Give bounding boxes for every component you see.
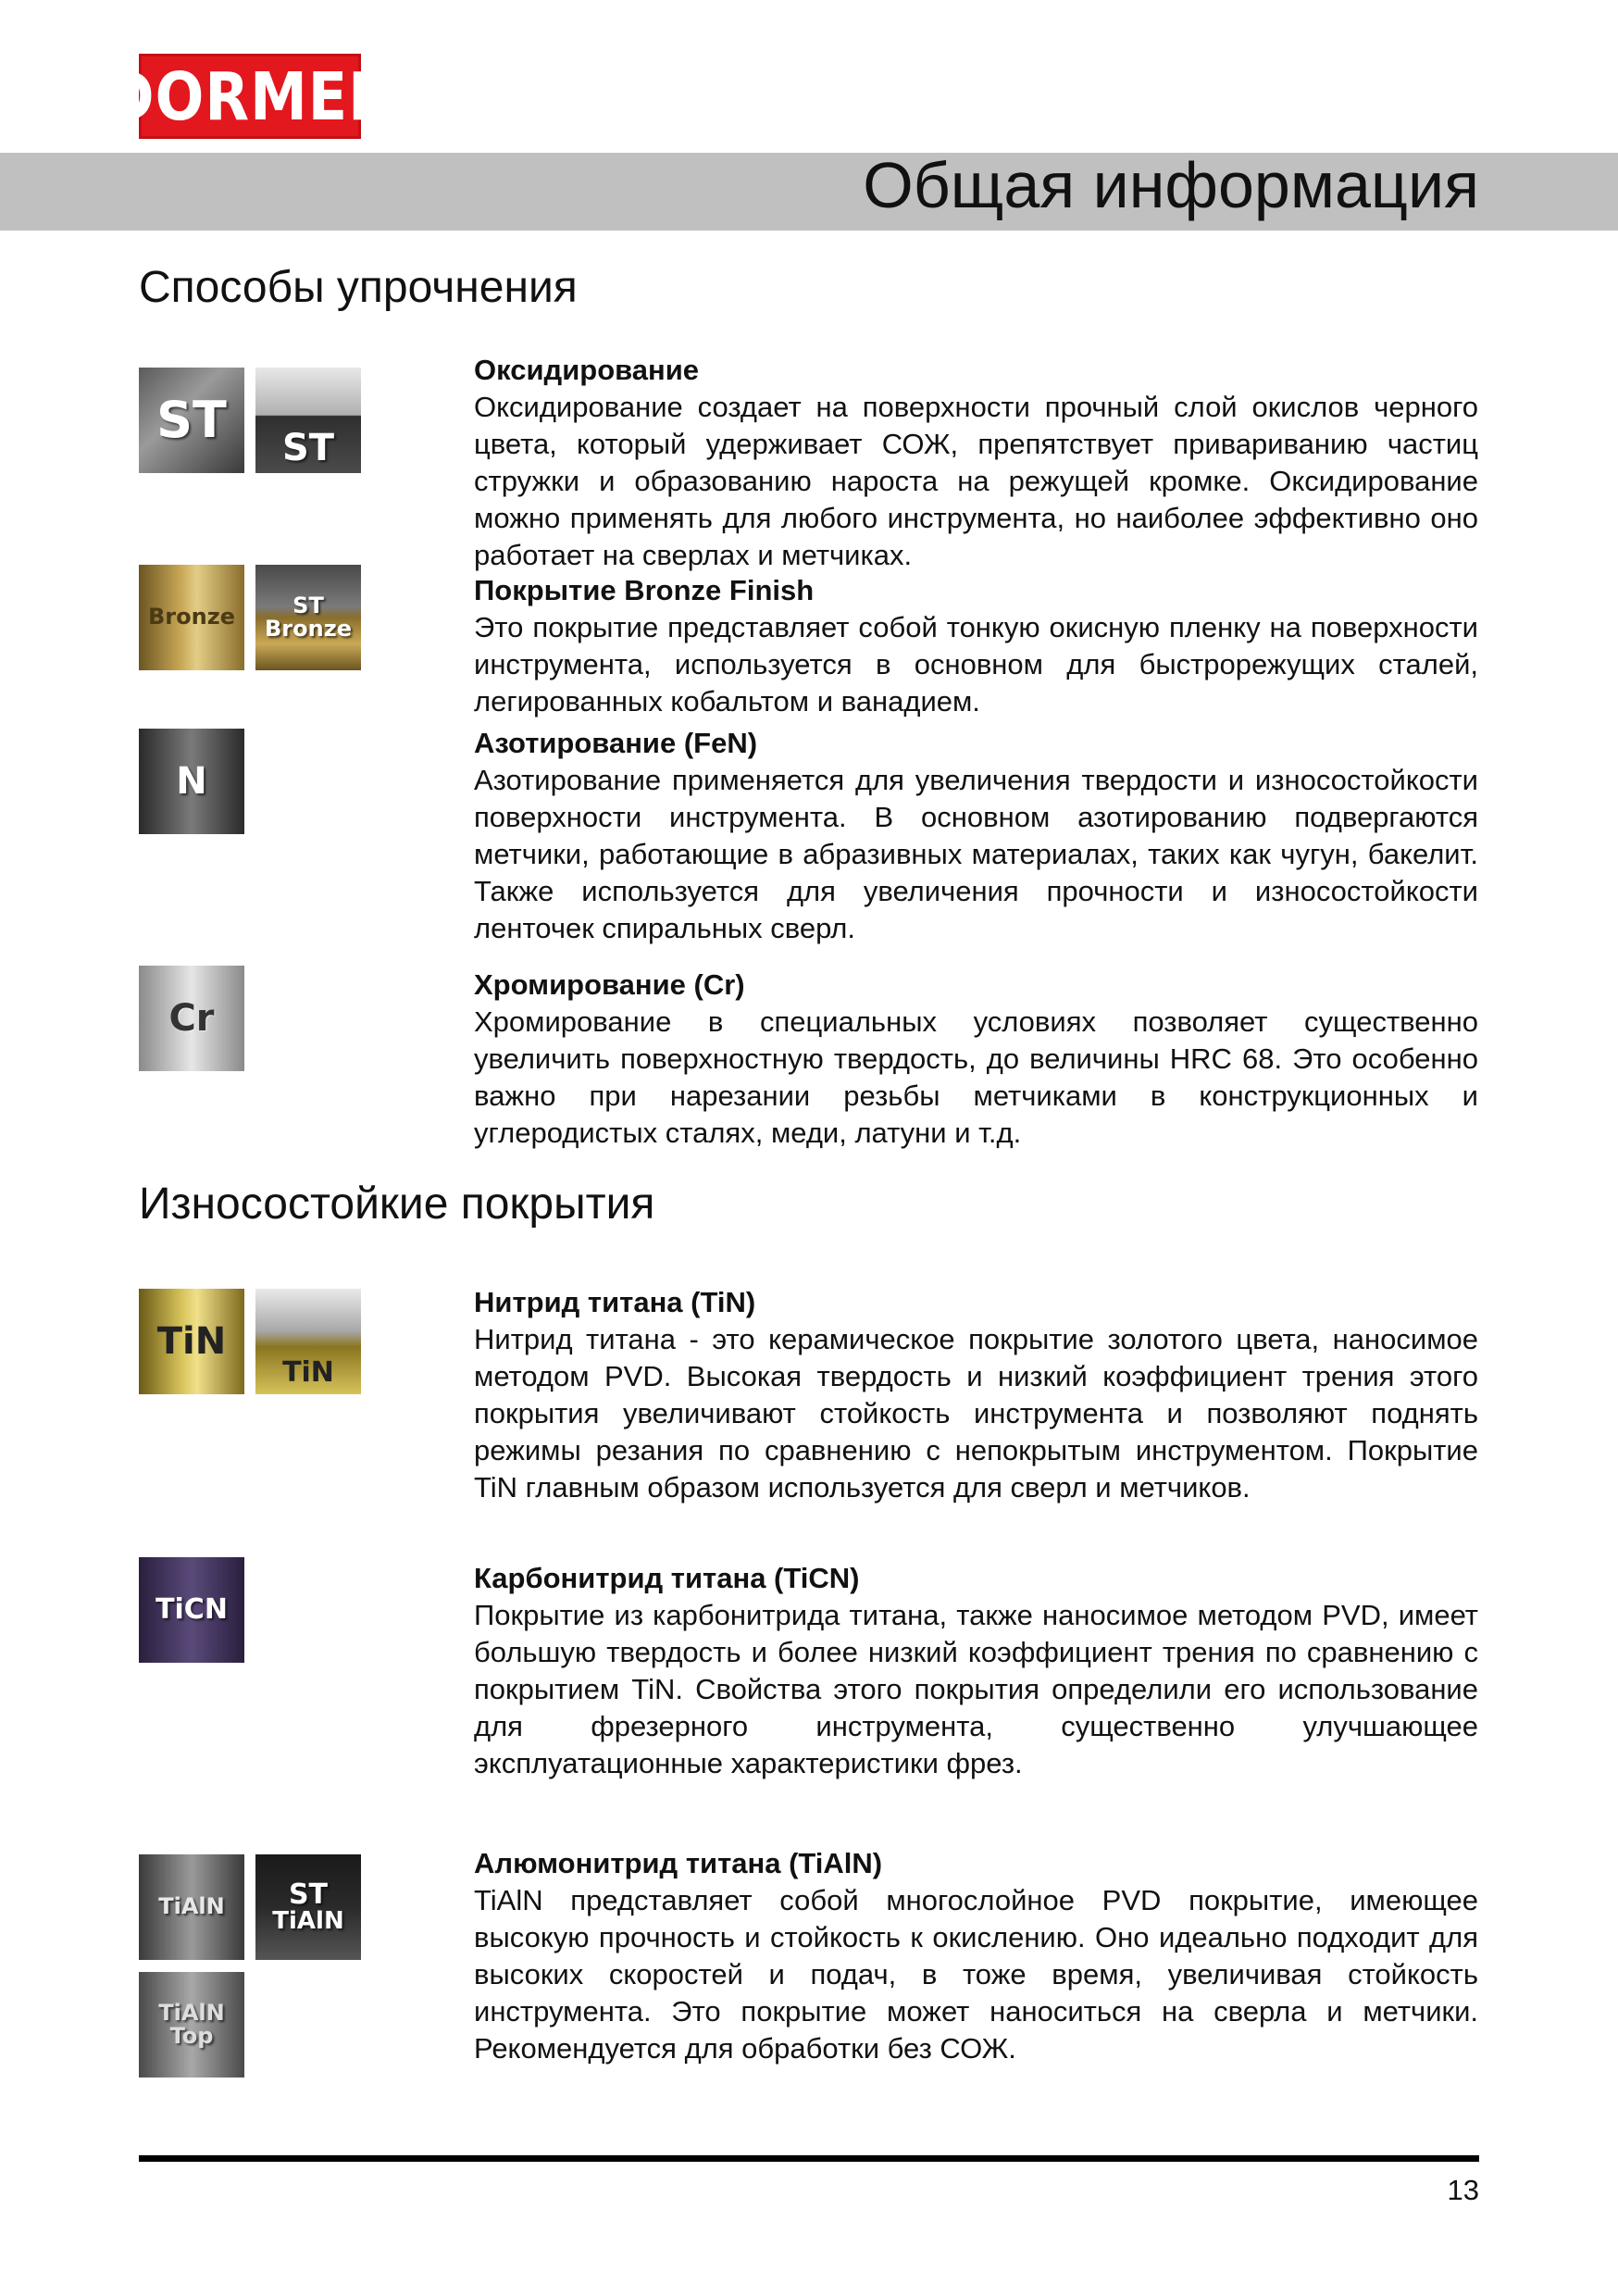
bronze-text: Это покрытие представляет собой тонкую окисную пленку на поверхности инструмента, используется в основном для быстрорежущих сталей, легированных кобальтом и ванадием. [474,611,1478,718]
bronze-swatch: Bronze [139,565,244,670]
tin-block [474,1284,1478,1506]
ticn-block [474,1560,1478,1782]
chrome-block [474,967,1478,1152]
ticn-swatch: TiCN [139,1557,244,1663]
nitriding-text: Азотирование применяется для увеличения твердости и износостойкости поверхности инструмента. В основном азотированию подвергаются метчики, работающие в абразивных материалах, таких как чугун, бакелит. Также используется для увеличения прочности и износостойкости ленточек спиральных сверл. [474,764,1478,944]
oxide-title: Оксидирование [474,354,700,386]
section-heading-coatings: Износостойкие покрытия [139,1179,655,1229]
page-title: Общая информация [863,149,1479,221]
oxide-st-shank-swatch: ST [255,368,361,473]
chrome-swatch: Cr [139,966,244,1071]
ticn-text: Покрытие из карбонитрида титана, также наносимое методом PVD, имеет большую твердость и более низкий коэффициент трения по сравнению с покрытием TiN. Свойства этого покрытия определили его использование для фрезерного инструмента, существенно улучшающее эксплуатационные характеристики фрез. [474,1599,1478,1779]
ticn-title: Карбонитрид титана (TiCN) [474,1562,860,1594]
oxide-block [474,352,1478,574]
nitriding-title: Азотирование (FeN) [474,727,758,759]
tin-title: Нитрид титана (TiN) [474,1286,756,1318]
tialn-swatch: TiAlN [139,1854,244,1960]
nitriding-swatch: N [139,729,244,834]
tin-swatch: TiN [139,1289,244,1394]
oxide-text: Оксидирование создает на поверхности прочный слой окислов черного цвета, который удерживает СОЖ, препятствует привариванию частиц стружки и образованию нароста на режущей кромке. Оксидирование можно применять для любого инструмента, но наиболее эффективно оно работает на сверлах и метчиках. [474,391,1478,571]
footer-rule [139,2155,1479,2162]
tin-text: Нитрид титана - это керамическое покрытие золотого цвета, наносимое методом PVD. Высокая твердость и низкий коэффициент трения этого покрытия увеличивают стойкость инструмента и позволяют поднять режимы резания по сравнению с непокрытым инструментом. Покрытие TiN главным образом используется для сверл и метчиков. [474,1323,1478,1504]
bronze-title: Покрытие Bronze Finish [474,574,815,606]
tin-shank-swatch: TiN [255,1289,361,1394]
nitriding-block [474,725,1478,947]
bronze-st-swatch: ST Bronze [255,565,361,670]
page-number: 13 [1447,2174,1479,2206]
tialn-title: Алюмонитрид титана (TiAlN) [474,1847,883,1879]
tialn-text: TiAlN представляет собой многослойное PVD покрытие, имеющее высокую прочность и стойкость к окислению. Оно идеально подходит для высоких скоростей и подач, в тоже время, увеличивая стойкость инструмента. Это покрытие может наноситься на сверла и метчики. Рекомендуется для обработки без СОЖ. [474,1884,1478,2065]
tialn-top-swatch: TiAlN Top [139,1972,244,2078]
dormer-logo [106,54,393,139]
section-heading-hardening: Способы упрочнения [139,263,578,312]
chrome-title: Хромирование (Cr) [474,968,745,1001]
tialn-block [474,1845,1478,2067]
logo-text: DORMER [106,57,393,135]
chrome-text: Хромирование в специальных условиях позволяет существенно увеличить поверхностную твердость, до величины HRC 68. Это особенно важно при нарезании резьбы метчиками в конструкционных и углеродистых сталях, меди, латуни и т.д. [474,1005,1478,1149]
oxide-st-swatch: ST [139,368,244,473]
bronze-block [474,572,1478,720]
tialn-st-swatch: ST TiAlN [255,1854,361,1960]
